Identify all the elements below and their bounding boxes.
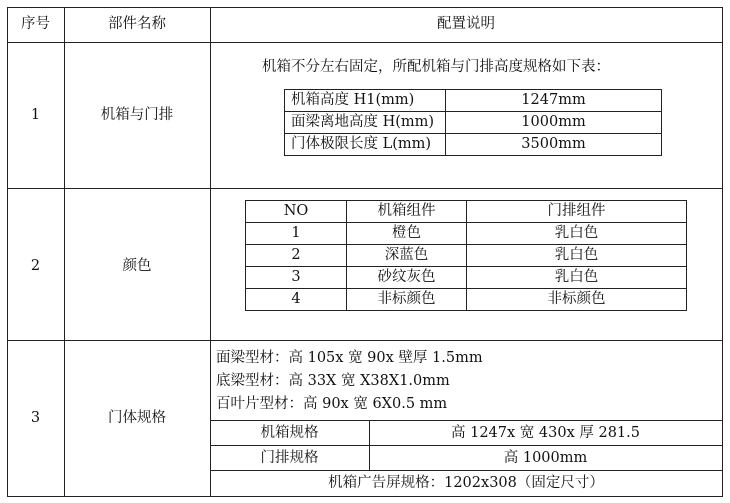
door-spec-label: 门排规格 — [260, 450, 319, 466]
row3-subdivider-2 — [210, 445, 722, 446]
row2-part-name: 颜色 — [122, 258, 152, 274]
color-no: 4 — [246, 289, 347, 311]
table-row — [246, 245, 687, 267]
row1-spec-table — [284, 89, 662, 156]
row3-subdivider-3 — [210, 470, 722, 471]
color-no: 2 — [246, 245, 347, 267]
table-row — [285, 134, 662, 156]
table-border-bottom — [7, 496, 723, 497]
row3-subdivider-1 — [210, 420, 722, 421]
table-border-right — [722, 7, 723, 497]
color-door: 乳白色 — [467, 223, 687, 245]
color-box: 深蓝色 — [347, 245, 467, 267]
row2-index: 2 — [30, 258, 41, 274]
row3-part-name: 门体规格 — [108, 410, 166, 426]
table-row — [285, 90, 662, 112]
color-door: 乳白色 — [467, 267, 687, 289]
color-box: 橙色 — [347, 223, 467, 245]
spec-value: 3500mm — [446, 134, 662, 156]
row2-divider — [7, 340, 723, 341]
spec-label: 门体极限长度 L(mm) — [285, 134, 446, 156]
door-spec-value: 高 1000mm — [503, 450, 588, 466]
profile-line-face-beam: 面梁型材：高 105x 宽 90x 壁厚 1.5mm — [216, 350, 483, 366]
color-door: 乳白色 — [467, 245, 687, 267]
box-spec-label: 机箱规格 — [260, 425, 319, 441]
spec-label: 面梁离地高度 H(mm) — [285, 112, 446, 134]
table-row — [246, 289, 687, 311]
color-box: 砂纹灰色 — [347, 267, 467, 289]
color-col-box: 机箱组件 — [347, 201, 467, 223]
spec-value: 1247mm — [446, 90, 662, 112]
row3-index: 3 — [30, 410, 41, 426]
box-spec-value: 高 1247x 宽 430x 厚 281.5 — [451, 425, 640, 441]
row1-intro: 机箱不分左右固定，所配机箱与门排高度规格如下表： — [262, 59, 610, 75]
header-divider — [7, 42, 723, 43]
screen-spec: 机箱广告屏规格：1202x308（固定尺寸） — [328, 475, 604, 491]
header-index: 序号 — [21, 16, 50, 32]
profile-line-bottom-beam: 底梁型材：高 33X 宽 X38X1.0mm — [216, 373, 450, 389]
table-row — [246, 223, 687, 245]
table-border-top — [7, 7, 723, 8]
spec-value: 1000mm — [446, 112, 662, 134]
row1-divider — [7, 188, 723, 189]
color-no: 1 — [246, 223, 347, 245]
color-door: 非标颜色 — [467, 289, 687, 311]
header-part-name: 部件名称 — [108, 16, 166, 32]
row1-index: 1 — [30, 107, 41, 123]
color-table — [245, 200, 687, 311]
spec-label: 机箱高度 H1(mm) — [285, 90, 446, 112]
color-col-no: NO — [246, 201, 347, 223]
profile-line-louver: 百叶片型材：高 90x 宽 6X0.5 mm — [216, 396, 448, 412]
table-row — [246, 267, 687, 289]
color-box: 非标颜色 — [347, 289, 467, 311]
table-row — [246, 201, 687, 223]
header-config-desc: 配置说明 — [437, 16, 495, 32]
table-row — [285, 112, 662, 134]
color-no: 3 — [246, 267, 347, 289]
row1-part-name: 机箱与门排 — [100, 107, 174, 123]
color-col-door: 门排组件 — [467, 201, 687, 223]
